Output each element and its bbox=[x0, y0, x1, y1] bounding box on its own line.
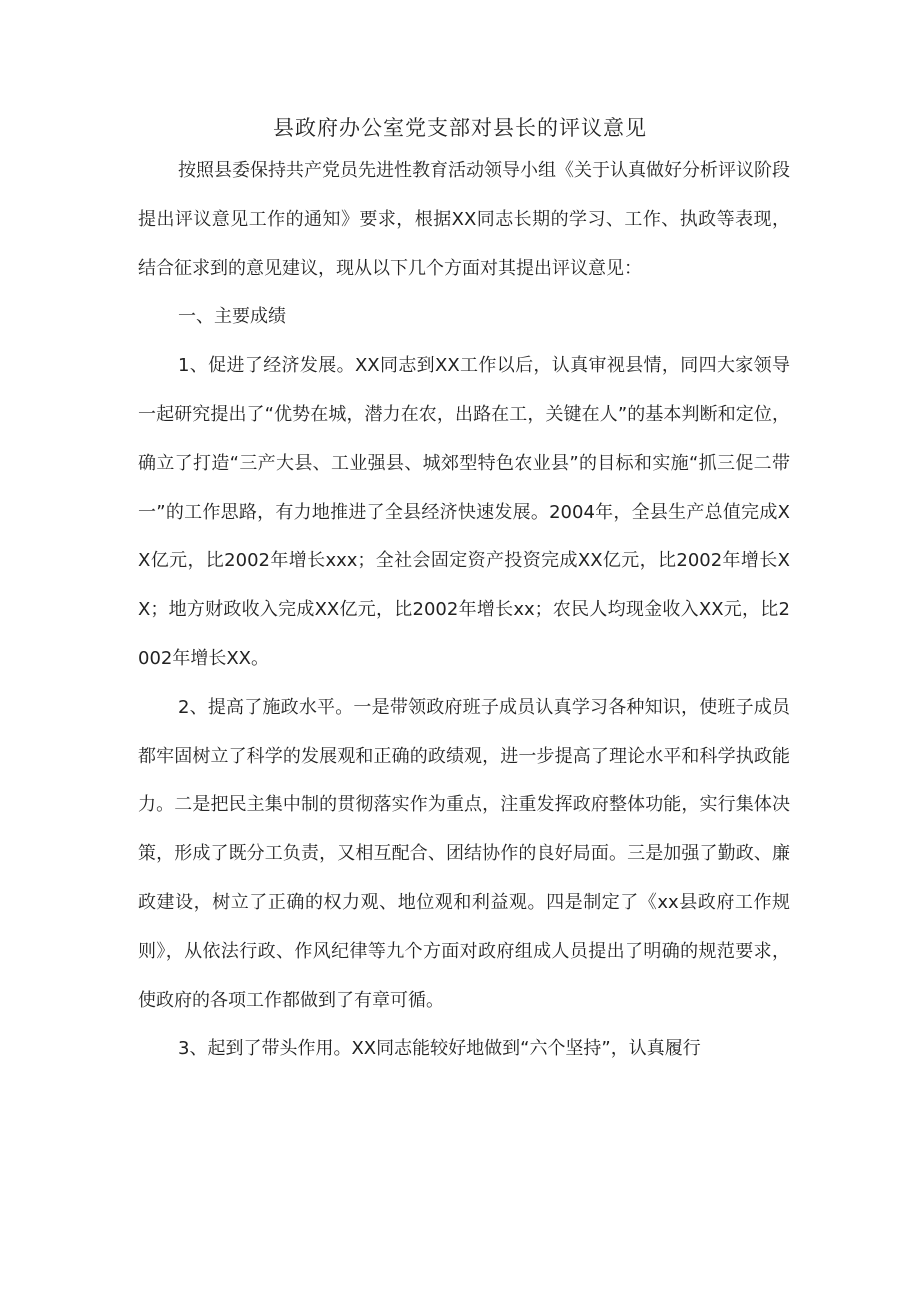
intro-paragraph: 按照县委保持共产党员先进性教育活动领导小组《关于认真做好分析评议阶段提出评议意见工作的通知》要求，根据XX同志长期的学习、工作、执政等表现，结合征求到的意见建议，现从以下几个方面对其提出评议意见： bbox=[138, 160, 790, 279]
achievement-paragraph-1: 1、促进了经济发展。XX同志到XX工作以后，认真审视县情，同四大家领导一起研究提出了“优势在城，潜力在农，出路在工，关键在人”的基本判断和定位，确立了打造“三产大县、工业强县、城郊型特色农业县”的目标和实施“抓三促二带一”的工作思路，有力地推进了全县经济快速发展。2004年，全县生产总值完成XX亿元，比2002年增长xxx；全社会固定资产投资完成XX亿元，比2002年增长XX；地方财政收入完成XX亿元，比2002年增长xx；农民人均现金收入XX元，比2002年增长XX。 bbox=[138, 355, 790, 669]
document-title: 县政府办公室党支部对县长的评议意见 bbox=[273, 116, 647, 140]
section-heading-main-achievements: 一、主要成绩 bbox=[178, 306, 286, 328]
achievement-paragraph-3: 3、起到了带头作用。XX同志能较好地做到“六个坚持”，认真履行 bbox=[178, 1038, 701, 1060]
achievement-paragraph-2: 2、提高了施政水平。一是带领政府班子成员认真学习各种知识，使班子成员都牢固树立了科学的发展观和正确的政绩观，进一步提高了理论水平和科学执政能力。二是把民主集中制的贯彻落实作为重点，注重发挥政府整体功能，实行集体决策，形成了既分工负责，又相互配合、团结协作的良好局面。三是加强了勤政、廉政建设，树立了正确的权力观、地位观和利益观。四是制定了《xx县政府工作规则》，从依法行政、作风纪律等九个方面对政府组成人员提出了明确的规范要求，使政府的各项工作都做到了有章可循。 bbox=[138, 696, 790, 1011]
document-body bbox=[138, 147, 790, 1074]
